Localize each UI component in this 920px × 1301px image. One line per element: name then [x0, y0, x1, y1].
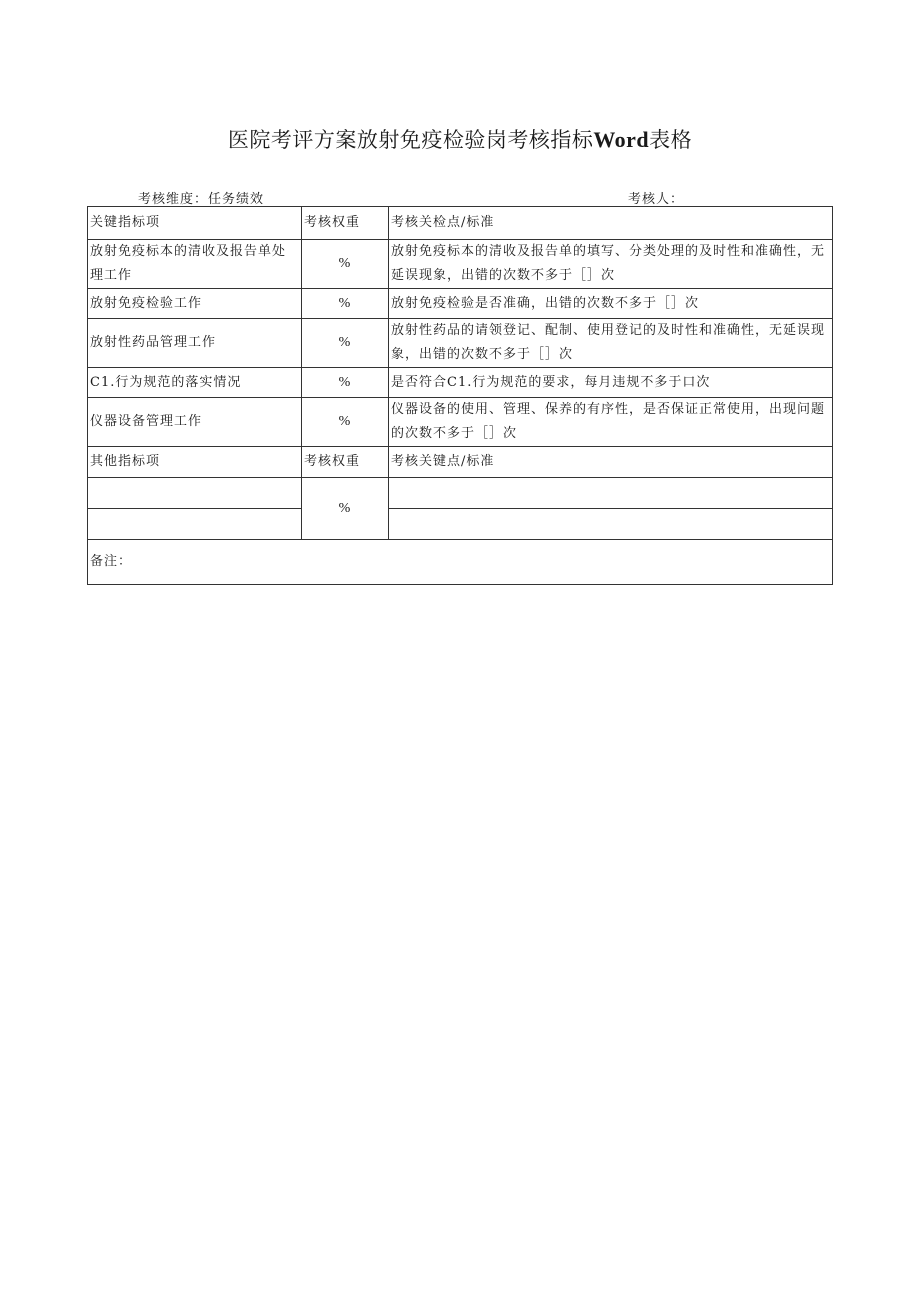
header-standard: 考核关检点/标准	[389, 207, 833, 240]
weight-cell: %	[302, 289, 389, 319]
indicator-cell: 放射免疫检验工作	[88, 289, 302, 319]
table-row	[88, 289, 833, 319]
note-row	[88, 540, 833, 585]
title-latin: Word	[593, 127, 650, 152]
indicator-cell: 仪器设备管理工作	[88, 398, 302, 447]
standard-cell: 放射性药品的请领登记、配制、使用登记的及时性和准确性，无延误现象，出错的次数不多于［］次	[389, 319, 833, 368]
table-row	[88, 398, 833, 447]
indicator-cell: 放射免疫标本的清收及报告单处理工作	[88, 240, 302, 289]
document-title	[0, 124, 920, 154]
header-other-weight: 考核权重	[302, 447, 389, 478]
weight-cell: %	[302, 319, 389, 368]
table-row	[88, 368, 833, 398]
table-row	[88, 478, 833, 509]
other-indicator-cell	[88, 478, 302, 509]
weight-cell: %	[302, 368, 389, 398]
kpi-table	[87, 206, 833, 585]
table-row	[88, 240, 833, 289]
table-header-row	[88, 207, 833, 240]
header-other-indicator: 其他指标项	[88, 447, 302, 478]
other-header-row	[88, 447, 833, 478]
title-suffix: 表格	[649, 128, 693, 152]
assessor-label: 考核人：	[628, 192, 685, 207]
header-other-standard: 考核关键点/标准	[389, 447, 833, 478]
title-chinese: 医院考评方案放射免疫检验岗考核指标	[227, 128, 594, 152]
indicator-cell: C1.行为规范的落实情况	[88, 368, 302, 398]
standard-cell: 是否符合C1.行为规范的要求，每月违规不多于口次	[389, 368, 833, 398]
standard-cell: 仪器设备的使用、管理、保养的有序性，是否保证正常使用，出现问题的次数不多于［］次	[389, 398, 833, 447]
other-weight-cell: %	[302, 478, 389, 540]
standard-cell: 放射免疫标本的清收及报告单的填写、分类处理的及时性和准确性，无延误现象，出错的次数不多于［］次	[389, 240, 833, 289]
indicator-cell: 放射性药品管理工作	[88, 319, 302, 368]
other-indicator-cell	[88, 509, 302, 540]
standard-cell: 放射免疫检验是否准确，出错的次数不多于［］次	[389, 289, 833, 319]
note-cell: 备注：	[88, 540, 833, 585]
weight-cell: %	[302, 240, 389, 289]
header-key-indicator: 关键指标项	[88, 207, 302, 240]
other-standard-cell	[389, 509, 833, 540]
assessment-dimension: 考核维度：任务绩效	[138, 192, 265, 207]
weight-cell: %	[302, 398, 389, 447]
other-standard-cell	[389, 478, 833, 509]
table-row	[88, 509, 833, 540]
header-weight: 考核权重	[302, 207, 389, 240]
table-row	[88, 319, 833, 368]
